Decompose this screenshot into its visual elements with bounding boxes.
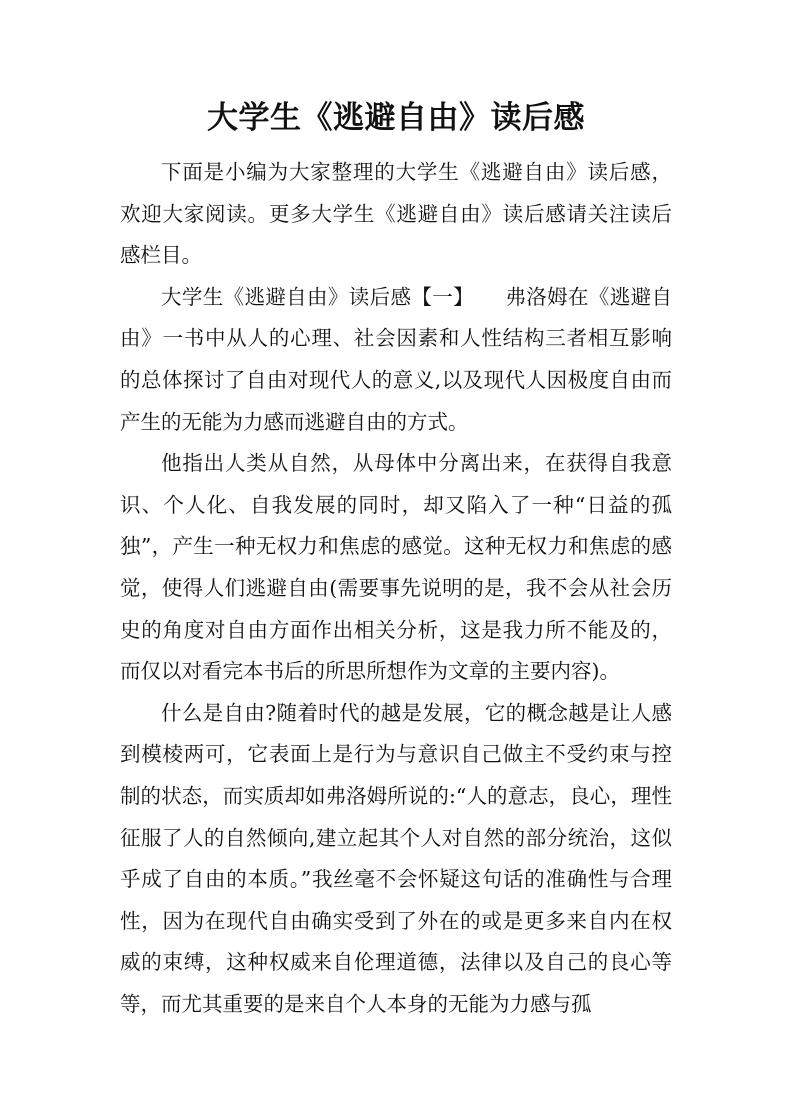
paragraph-what-is-freedom: 什么是自由?随着时代的越是发展，它的概念越是让人感到模棱两可，它表面上是行为与意识自己做主不受约束与控制的状态，而实质却如弗洛姆所说的:“人的意志，良心，理性征服了人的自然倾向,建立起其个人对自然的部分统治，这似乎成了自由的本质。”我丝毫不会怀疑这句话的准确性与合理性，因为在现代自由确实受到了外在的或是更多来自内在权威的束缚，这种权威来自伦理道德，法律以及自己的良心等等，而尤其重要的是来自个人本身的无能为力感与孤	[120, 700, 672, 1016]
document-body	[120, 152, 672, 1025]
paragraph-section-one: 大学生《逃避自由》读后感【一】 弗洛姆在《逃避自由》一书中从人的心理、社会因素和人性结构三者相互影响的总体探讨了自由对现代人的意义,以及现代人因极度自由而产生的无能为力感而逃避自由的方式。	[120, 284, 672, 434]
paragraph-isolation: 他指出人类从自然，从母体中分离出来，在获得自我意识、个人化、自我发展的同时，却又陷入了一种“日益的孤独”，产生一种无权力和焦虑的感觉。这种无权力和焦虑的感觉，使得人们逃避自由(需要事先说明的是，我不会从社会历史的角度对自由方面作出相关分析，这是我力所不能及的，而仅以对看完本书后的所思所想作为文章的主要内容)。	[120, 451, 672, 684]
paragraph-intro: 下面是小编为大家整理的大学生《逃避自由》读后感，欢迎大家阅读。更多大学生《逃避自由》读后感请关注读后感栏目。	[120, 160, 672, 268]
document-title: 大学生《逃避自由》读后感	[207, 100, 585, 136]
